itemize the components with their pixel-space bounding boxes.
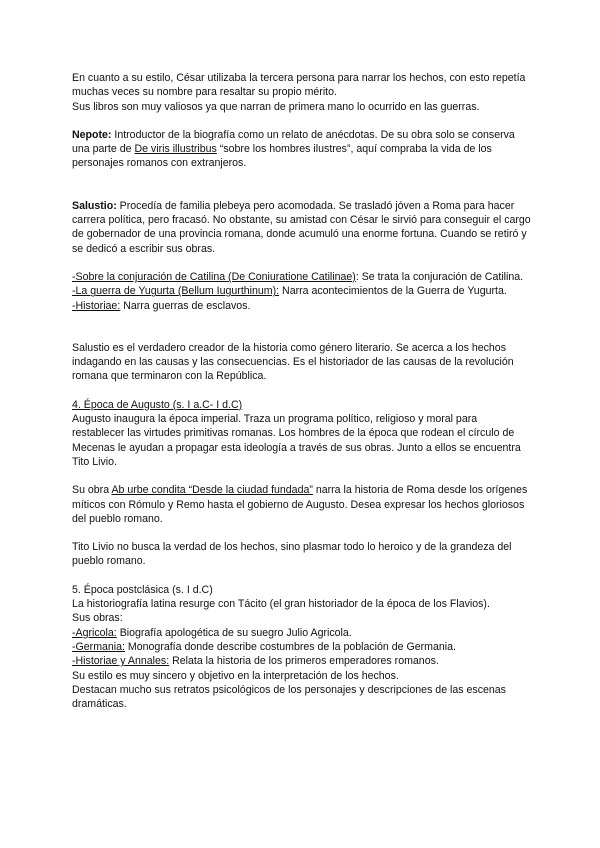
nepote-name: Nepote: <box>72 128 112 141</box>
tacito-highlights: Destacan mucho sus retratos psicológicos de los personajes y descripciones de las escenas dramáticas. <box>72 683 506 711</box>
tacito-work-desc: Relata la historia de los primeros emperadores romanos. <box>169 655 439 668</box>
salustio-work-item <box>72 284 532 298</box>
livio-work-post: narra la historia de Roma desde los orígenes míticos con Rómulo y Remo hasta el gobierno de Augusto. Desea expresar los hechos gloriosos del pueblo romano. <box>72 484 528 525</box>
salustio-work-desc: Narra guerras de esclavos. <box>120 299 251 312</box>
salustio-summary-paragraph: Salustio es el verdadero creador de la historia como género literario. Se acerca a los hechos indagando en las causas y las consecuencias. Es el historiador de las causas de la revolución romana que terminaron con la República. <box>72 341 514 383</box>
salustio-name: Salustio: <box>72 199 117 212</box>
livio-work-title: Ab urbe condita “Desde la ciudad fundada” <box>111 484 313 497</box>
postclasica-section-heading: 5. Época postclásica (s. I d.C) <box>72 583 213 596</box>
cesar-style-paragraph: En cuanto a su estilo, César utilizaba la tercera persona para narrar los hechos, con esto repetía muchas veces su nombre para resaltar su propio mérito. <box>72 72 526 99</box>
salustio-paragraph <box>72 199 532 256</box>
tacito-work-desc: Monografía donde describe costumbres de la población de Germania. <box>124 640 456 653</box>
tacito-work-title: -Germania: <box>72 640 125 653</box>
livio-work-pre: Su obra <box>72 484 112 497</box>
livio-paragraph: Tito Livio no busca la verdad de los hechos, sino plasmar todo lo heroico y de la grandeza del pueblo romano. <box>72 541 512 568</box>
tacito-style: Su estilo es muy sincero y objetivo en la interpretación de los hechos. <box>72 669 399 682</box>
salustio-work-title: -Historiae: <box>72 299 121 312</box>
document-page <box>72 71 532 711</box>
tacito-intro: La historiografía latina resurge con Tácito (el gran historiador de la época de los Flavios). <box>72 598 490 611</box>
nepote-work-title: De viris illustribus <box>134 143 217 156</box>
augusto-paragraph: Augusto inaugura la época imperial. Traza un programa político, religioso y moral para restablecer las virtudes primitivas romanas. Los hombres de la época que rodean el círculo de Mecenas le ayudan a propagar esta ideología a través de sus obras. Junto a ellos se encuentra Tito Livio. <box>72 413 521 468</box>
salustio-work-item <box>72 270 532 284</box>
tacito-work-item <box>72 626 532 640</box>
tacito-work-item <box>72 640 532 654</box>
tacito-work-title: -Historiae y Annales: <box>72 655 170 668</box>
tacito-work-desc: Biografía apologética de su suegro Julio Agricola. <box>116 626 352 639</box>
salustio-work-item <box>72 299 532 313</box>
nepote-paragraph <box>72 128 532 171</box>
salustio-work-desc: Narra acontecimientos de la Guerra de Yugurta. <box>279 285 507 298</box>
cesar-books-paragraph: Sus libros son muy valiosos ya que narran de primera mano lo ocurrido en las guerras. <box>72 100 480 113</box>
nepote-text-2: “sobre los hombres ilustres”, aquí compraba la vida de los personajes romanos con extranjeros. <box>72 143 492 170</box>
salustio-work-title: -La guerra de Yugurta (Bellum Iugurthinum): <box>72 285 280 298</box>
livio-work-paragraph <box>72 483 532 526</box>
augusto-section-heading: 4. Época de Augusto (s. I a.C- I d.C) <box>72 398 243 411</box>
nepote-text-1: Introductor de la biografía como un relato de anécdotas. De su obra solo se conserva una parte de <box>72 128 515 156</box>
salustio-text: Procedía de familia plebeya pero acomodada. Se trasladó jóven a Roma para hacer carrera política, pero fracasó. No obstante, su amistad con César le sirvió para conseguir el cargo de gobernador de una provincia romana, donde acumuló una enorme fortuna. Cuando se retiró y se dedicó a escribir sus obras. <box>72 199 531 255</box>
salustio-work-desc: : Se trata la conjuración de Catilina. <box>355 270 524 283</box>
tacito-work-item <box>72 654 532 668</box>
salustio-work-title: -Sobre la conjuración de Catilina (De Coniuratione Catilinae) <box>72 270 356 283</box>
tacito-works-label: Sus obras: <box>72 612 123 625</box>
tacito-work-title: -Agricola: <box>72 626 117 639</box>
